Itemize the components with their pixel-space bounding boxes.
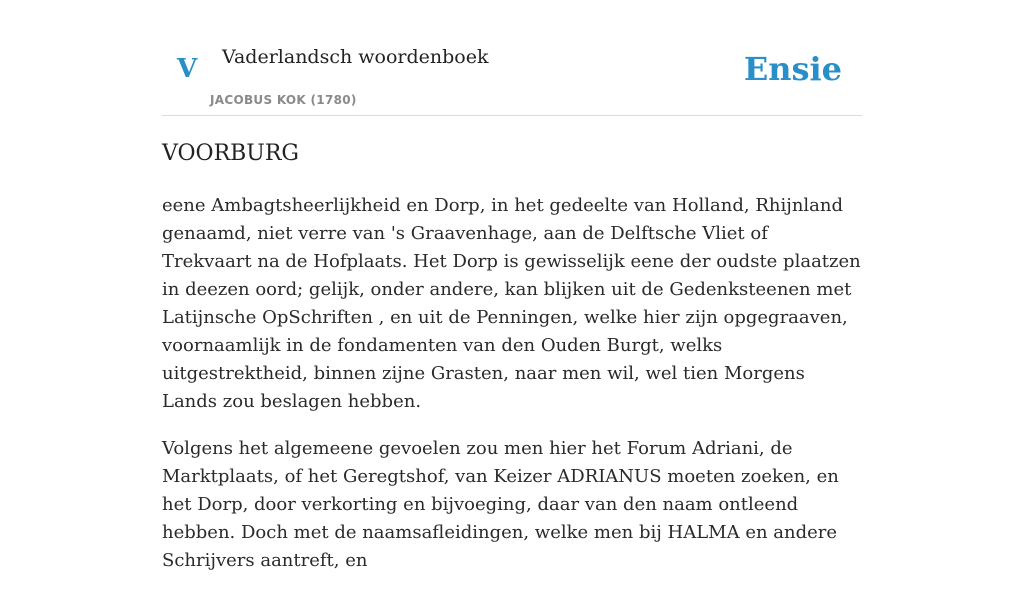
book-letter-link[interactable]: V [177, 54, 198, 84]
book-author: JACOBUS KOK (1780) [210, 93, 357, 107]
entry-paragraph: Volgens het algemeene gevoelen zou men hier het Forum Adriani, de Marktplaats, of het Geregtshof, van Keizer ADRIANUS moeten zoeken, en het Dorp, door verkorting en bijvoeging, daar van den naam ontleend hebben. Doch met de naamsafleidingen, welke men bij HALMA en andere Schrijvers aantreft, en [162, 438, 839, 571]
header [162, 30, 862, 116]
ensie-logo[interactable]: Ensie [743, 50, 842, 88]
entry-body [162, 192, 862, 594]
book-title-link[interactable]: Vaderlandsch woordenboek [222, 46, 489, 68]
entry-title: VOORBURG [162, 141, 299, 166]
entry-paragraph: eene Ambagtsheerlijkheid en Dorp, in het gedeelte van Holland, Rhijnland genaamd, niet verre van 's Graavenhage, aan de Delftsche Vliet of Trekvaart na de Hofplaats. Het Dorp is gewisselijk eene der oudste plaatzen in deezen oord; gelijk, onder andere, kan blijken uit de Gedenksteenen met Latijnsche OpSchriften , en uit de Penningen, welke hier zijn opgegraaven, voornaamlijk in de fondamenten van den Ouden Burgt, welks uitgestrektheid, binnen zijne Grasten, naar men wil, wel tien Morgens Lands zou beslagen hebben. [162, 195, 861, 412]
